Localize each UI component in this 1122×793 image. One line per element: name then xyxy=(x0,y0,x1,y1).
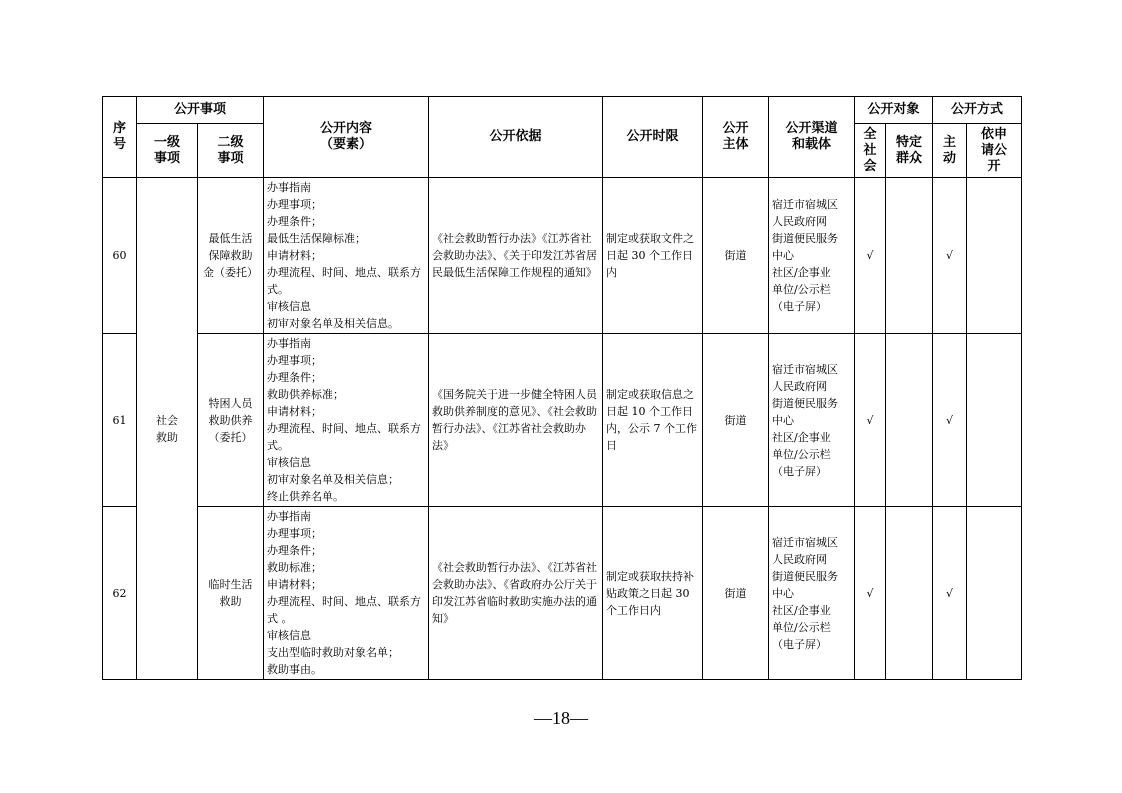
header-method-group: 公开方式 xyxy=(933,97,1022,124)
row-channel: 宿迁市宿城区 人民政府网 街道便民服务 中心 社区/企事业 单位/公示栏 （电子屏） xyxy=(769,507,855,680)
header-level1: 一级 事项 xyxy=(137,124,198,178)
row-content: 办事指南 办理事项； 办理条件； 救助供养标准； 申请材料； 办理流程、时间、地点、联系方式。 审核信息 初审对象名单及相关信息； 终止供养名单。 xyxy=(264,334,429,507)
header-matter-group: 公开事项 xyxy=(137,97,264,124)
row-target-all: √ xyxy=(855,507,886,680)
row-method-active: √ xyxy=(933,334,967,507)
category-cell: 社会 救助 xyxy=(137,178,198,680)
header-method-active: 主 动 xyxy=(933,124,967,178)
row-time-limit: 制定或获取扶持补贴政策之日起 30 个工作日内 xyxy=(603,507,703,680)
row-method-request xyxy=(967,334,1022,507)
header-target-all: 全 社 会 xyxy=(855,124,886,178)
header-method-request: 依申 请公 开 xyxy=(967,124,1022,178)
row-subject: 街道 xyxy=(703,334,769,507)
row-method-request xyxy=(967,178,1022,334)
header-target-specific: 特定 群众 xyxy=(886,124,933,178)
table-row xyxy=(103,334,1022,507)
table-row xyxy=(103,507,1022,680)
row-target-specific xyxy=(886,334,933,507)
row-method-request xyxy=(967,507,1022,680)
row-target-all: √ xyxy=(855,334,886,507)
disclosure-table xyxy=(102,96,1022,680)
row-basis: 《社会救助暂行办法》《江苏省社会救助办法》、《关于印发江苏省居民最低生活保障工作规程的通知》 xyxy=(429,178,603,334)
row-target-all: √ xyxy=(855,178,886,334)
row-time-limit: 制定或获取文件之日起 30 个工作日内 xyxy=(603,178,703,334)
header-seq: 序 号 xyxy=(103,97,137,178)
row-level2: 特困人员 救助供养 （委托） xyxy=(198,334,264,507)
row-seq: 61 xyxy=(103,334,137,507)
row-channel: 宿迁市宿城区 人民政府网 街道便民服务 中心 社区/企事业 单位/公示栏 （电子屏） xyxy=(769,334,855,507)
row-target-specific xyxy=(886,507,933,680)
page-number: —18— xyxy=(534,708,588,728)
row-subject: 街道 xyxy=(703,507,769,680)
header-subject: 公开 主体 xyxy=(703,97,769,178)
row-method-active: √ xyxy=(933,178,967,334)
header-level2: 二级 事项 xyxy=(198,124,264,178)
row-channel: 宿迁市宿城区 人民政府网 街道便民服务 中心 社区/企事业 单位/公示栏 （电子屏） xyxy=(769,178,855,334)
header-content: 公开内容 （要素） xyxy=(264,97,429,178)
header-row-1 xyxy=(103,97,1022,124)
table-row xyxy=(103,178,1022,334)
row-seq: 60 xyxy=(103,178,137,334)
header-target-group: 公开对象 xyxy=(855,97,933,124)
row-content: 办事指南 办理事项； 办理条件； 最低生活保障标准； 申请材料； 办理流程、时间、地点、联系方式。 审核信息 初审对象名单及相关信息。 xyxy=(264,178,429,334)
row-seq: 62 xyxy=(103,507,137,680)
row-target-specific xyxy=(886,178,933,334)
header-basis: 公开依据 xyxy=(429,97,603,178)
row-method-active: √ xyxy=(933,507,967,680)
row-level2: 最低生活 保障救助 金（委托） xyxy=(198,178,264,334)
row-time-limit: 制定或获取信息之日起 10 个工作日内，公示 7 个工作日 xyxy=(603,334,703,507)
row-subject: 街道 xyxy=(703,178,769,334)
header-time-limit: 公开时限 xyxy=(603,97,703,178)
header-channel: 公开渠道 和载体 xyxy=(769,97,855,178)
row-basis: 《国务院关于进一步健全特困人员救助供养制度的意见》、《社会救助暂行办法》、《江苏省社会救助办法》 xyxy=(429,334,603,507)
row-content: 办事指南 办理事项； 办理条件； 救助标准； 申请材料； 办理流程、时间、地点、联系方式 。 审核信息 支出型临时救助对象名单； 救助事由。 xyxy=(264,507,429,680)
row-level2: 临时生活 救助 xyxy=(198,507,264,680)
row-basis: 《社会救助暂行办法》、《江苏省社会救助办法》、《省政府办公厅关于印发江苏省临时救助实施办法的通知》 xyxy=(429,507,603,680)
